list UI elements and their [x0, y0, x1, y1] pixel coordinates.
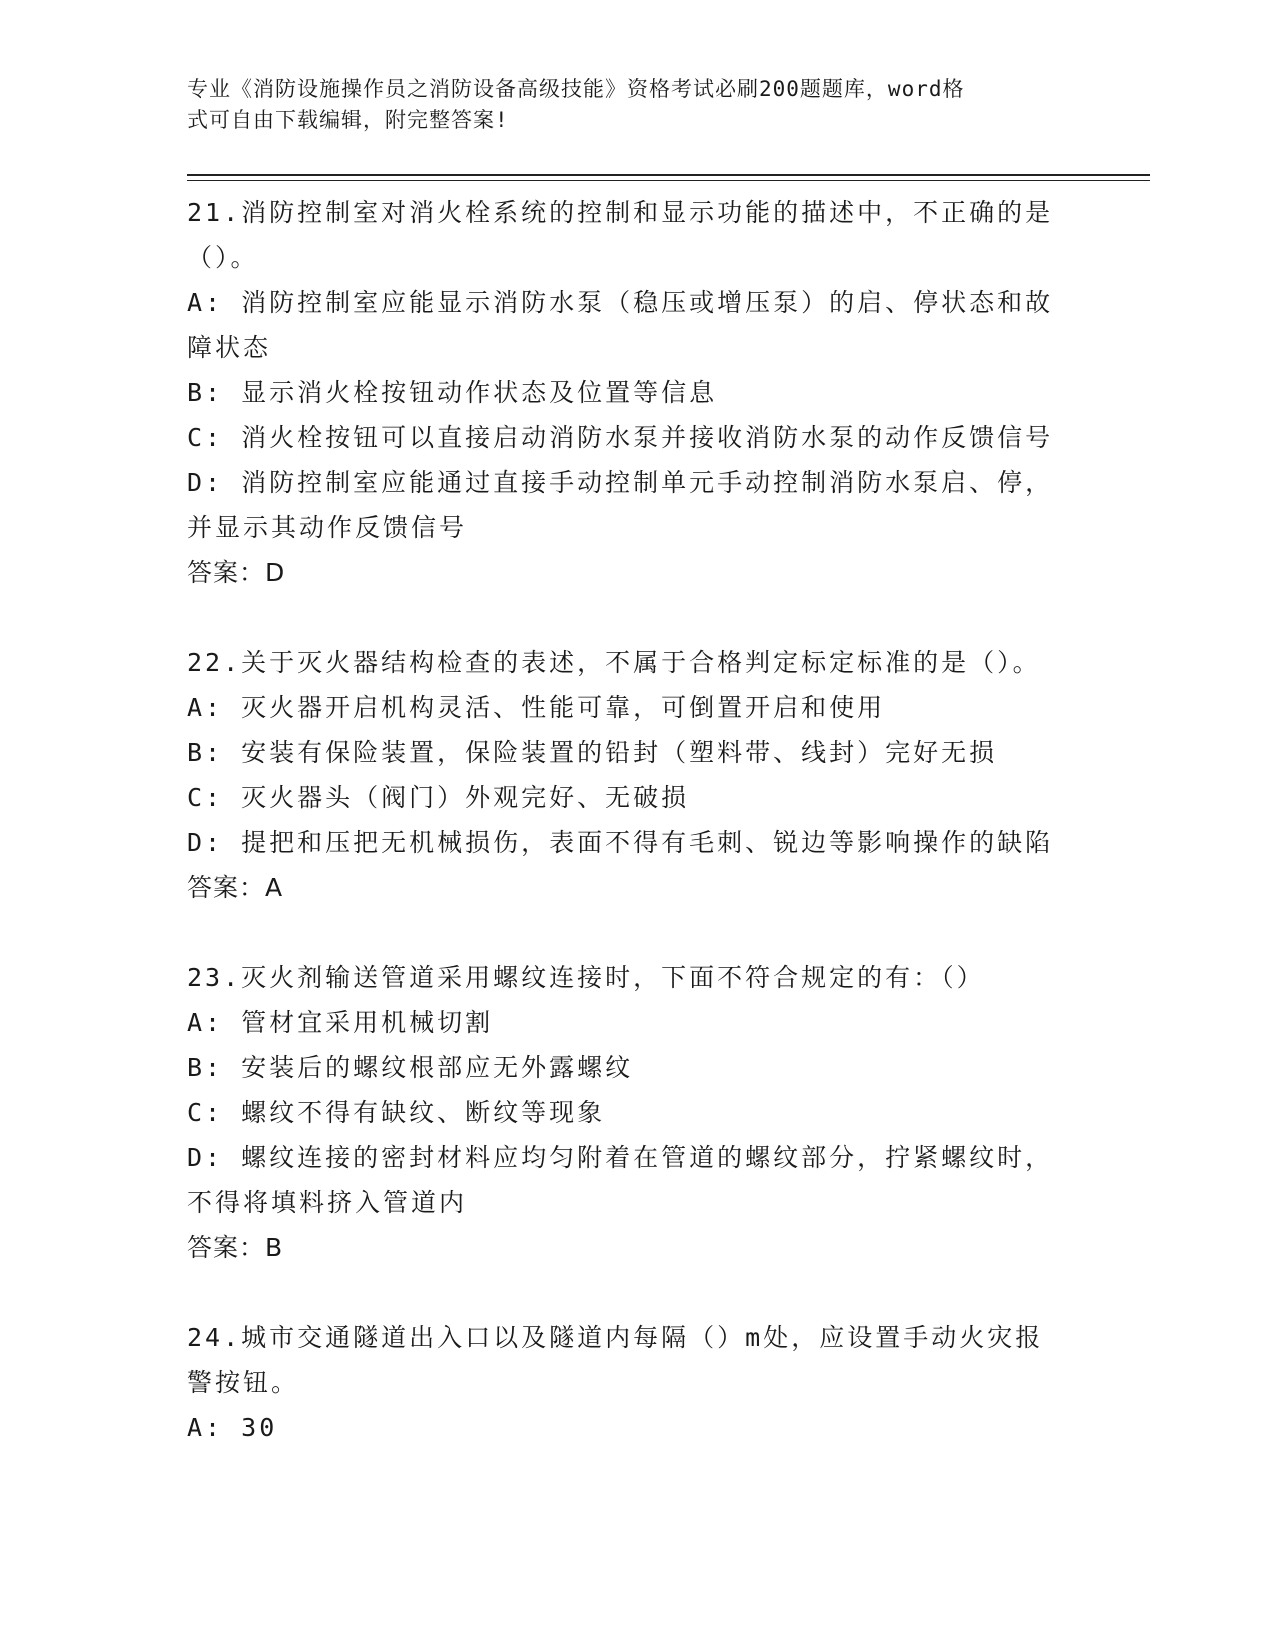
question-stem: 24.城市交通隧道出入口以及隧道内每隔（）m处，应设置手动火灾报	[187, 1323, 1044, 1352]
question-stem: 警按钮。	[187, 1368, 300, 1397]
header-divider	[187, 180, 1150, 181]
question-block	[187, 190, 1087, 595]
question-block	[187, 1315, 1087, 1450]
answer-option: A: 30	[187, 1413, 278, 1442]
answer-option: C: 灭火器头（阀门）外观完好、无破损	[187, 783, 690, 812]
question-block	[187, 640, 1087, 910]
answer-option: D: 螺纹连接的密封材料应均匀附着在管道的螺纹部分，拧紧螺纹时，	[187, 1143, 1054, 1172]
answer-key: 答案：A	[187, 873, 284, 902]
document-header	[187, 74, 1067, 136]
answer-option: D: 提把和压把无机械损伤，表面不得有毛刺、锐边等影响操作的缺陷	[187, 828, 1054, 857]
answer-option: B: 安装后的螺纹根部应无外露螺纹	[187, 1053, 634, 1082]
header-divider	[187, 174, 1150, 176]
header-line: 式可自由下载编辑，附完整答案!	[187, 108, 509, 132]
answer-option: C: 螺纹不得有缺纹、断纹等现象	[187, 1098, 606, 1127]
question-spacer	[187, 910, 1087, 955]
question-stem: 21.消防控制室对消火栓系统的控制和显示功能的描述中，不正确的是	[187, 198, 1054, 227]
answer-option: B: 安装有保险装置，保险装置的铅封（塑料带、线封）完好无损	[187, 738, 998, 767]
answer-option: A: 管材宜采用机械切割	[187, 1008, 494, 1037]
answer-option: C: 消火栓按钮可以直接启动消防水泵并接收消防水泵的动作反馈信号	[187, 423, 1054, 452]
answer-option: D: 消防控制室应能通过直接手动控制单元手动控制消防水泵启、停，	[187, 468, 1054, 497]
answer-option: B: 显示消火栓按钮动作状态及位置等信息	[187, 378, 718, 407]
question-spacer	[187, 1270, 1087, 1315]
answer-option: 不得将填料挤入管道内	[187, 1188, 468, 1217]
question-stem: 23.灭火剂输送管道采用螺纹连接时，下面不符合规定的有：（）	[187, 963, 985, 992]
question-list	[187, 190, 1087, 1450]
answer-key: 答案：D	[187, 558, 286, 587]
answer-option: A: 灭火器开启机构灵活、性能可靠，可倒置开启和使用	[187, 693, 886, 722]
answer-key: 答案：B	[187, 1233, 284, 1262]
question-spacer	[187, 595, 1087, 640]
answer-option: A: 消防控制室应能显示消防水泵（稳压或增压泵）的启、停状态和故	[187, 288, 1054, 317]
answer-option: 障状态	[187, 333, 272, 362]
question-stem: 22.关于灭火器结构检查的表述，不属于合格判定标定标准的是（）。	[187, 648, 1041, 677]
header-line: 专业《消防设施操作员之消防设备高级技能》资格考试必刷200题题库，word格	[187, 77, 965, 101]
answer-option: 并显示其动作反馈信号	[187, 513, 468, 542]
question-block	[187, 955, 1087, 1270]
question-stem: （）。	[187, 243, 259, 272]
